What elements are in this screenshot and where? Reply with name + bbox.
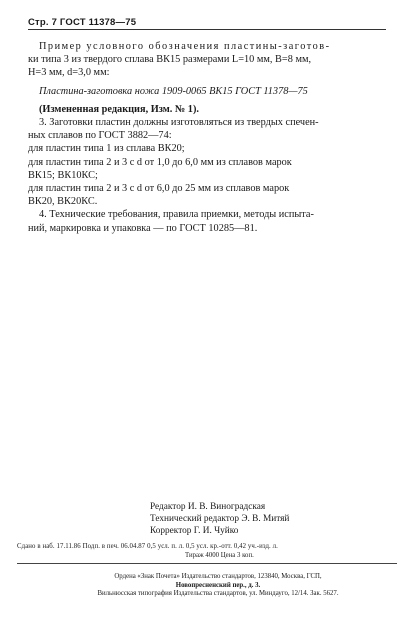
editorial-credits [150, 501, 289, 538]
print-info [17, 543, 395, 561]
designation-example: Пластина-заготовка ножа 1909-0065 ВК15 ГОСТ 11378—75 [39, 85, 308, 97]
example-line-1: Пример условного обозначения пластины-заготов- [39, 41, 331, 52]
section-4-line-1: 4. Технические требования, правила приемки, методы испыта- [39, 209, 314, 221]
tech-editor-credit: Технический редактор Э. В. Митяй [150, 514, 290, 525]
amendment-note: (Измененная редакция, Изм. № 1). [39, 103, 199, 115]
section-4-line-2: ний, маркировка и упаковка — по ГОСТ 10285—81. [28, 222, 258, 234]
section-3-line-3: для пластин типа 1 из сплава ВК20; [28, 143, 185, 155]
publisher-line-2: Новопресненский пер., д. 3. [175, 581, 261, 589]
page-label: Стр. 7 ГОСТ 11378—75 [28, 17, 137, 28]
print-info-line-1: Сдано в наб. 17.11.86 Подп. в печ. 06.04.87 0,5 усл. п. л. 0,5 усл. кр.-отт. 0,42 уч.-изд. л. [17, 543, 278, 550]
example-line-3: H=3 мм, d=3,0 мм: [28, 67, 110, 79]
corrector-credit: Корректор Г. И. Чуйко [150, 526, 239, 537]
print-info-line-2: Тираж 4000 Цена 3 коп. [185, 551, 254, 559]
section-3-line-6: для пластин типа 2 и 3 с d от 6,0 до 25 мм из сплавов марок [28, 183, 290, 195]
header-rule [28, 29, 386, 30]
page-header [28, 17, 388, 28]
section-3-line-1: 3. Заготовки пластин должны изготовляться из твердых спечен- [39, 117, 319, 129]
section-3-line-5: ВК15; ВК10КС; [28, 169, 98, 181]
publisher-line-1: Ордена «Знак Почета» Издательство стандартов, 123840, Москва, ГСП, [114, 573, 322, 580]
footer-rule [17, 563, 397, 564]
publisher-line-3: Вильнюсская типография Издательства стандартов, ул. Миндауго, 12/14. Зак. 5627. [97, 590, 339, 598]
document-body [28, 40, 388, 235]
section-3-line-7: ВК20, ВК20КС. [28, 196, 98, 208]
publisher-info [58, 573, 378, 599]
example-line-2: ки типа 3 из твердого сплава ВК15 размерами L=10 мм, B=8 мм, [28, 54, 312, 66]
section-3-line-2: ных сплавов по ГОСТ 3882—74: [28, 130, 172, 142]
section-3-line-4: для пластин типа 2 и 3 с d от 1,0 до 6,0 мм из сплавов марок [28, 156, 292, 168]
editor-credit: Редактор И. В. Виноградская [150, 502, 266, 512]
